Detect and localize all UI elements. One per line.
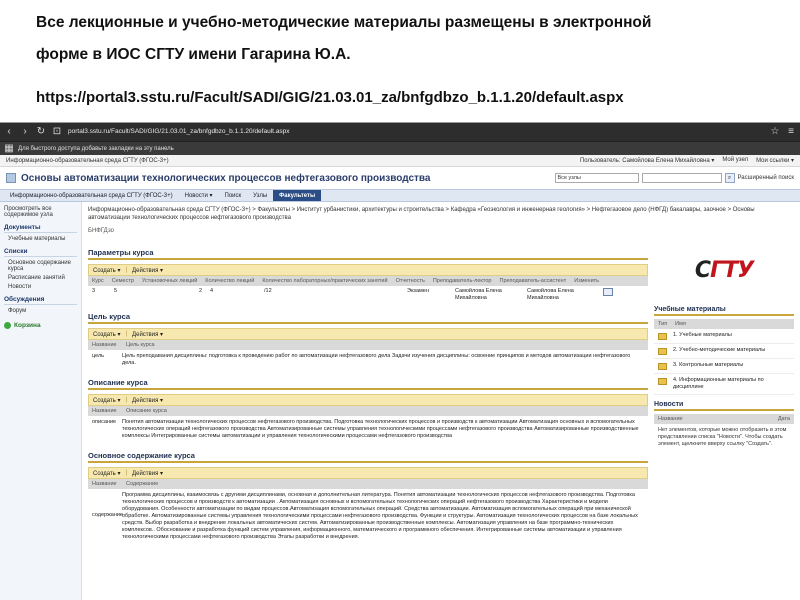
- ql-item-learning-materials[interactable]: Учебные материалы: [8, 236, 66, 242]
- folder-icon: [658, 333, 667, 340]
- goal-toolbar: Создать ▾ | Действия ▾: [88, 328, 648, 340]
- search-scope-select[interactable]: Все узлы: [555, 173, 639, 183]
- list-item[interactable]: [654, 329, 794, 344]
- my-site-link[interactable]: Мой узел: [722, 157, 749, 163]
- list-item[interactable]: [654, 374, 794, 395]
- address-bar: [0, 123, 800, 141]
- site-icon: [6, 173, 16, 183]
- forward-icon[interactable]: ›: [23, 126, 27, 137]
- ql-lists-heading[interactable]: Списки: [4, 248, 77, 257]
- tab-sites[interactable]: Узлы: [253, 193, 268, 199]
- news-title[interactable]: Новости: [654, 401, 794, 411]
- ql-item-schedule[interactable]: Расписание занятий: [8, 275, 65, 281]
- content-main-toolbar: Создать ▾ | Действия ▾: [88, 467, 648, 479]
- page-body: [0, 202, 800, 600]
- col-intro-lectures[interactable]: Установочных лекций: [141, 278, 198, 284]
- goal-label[interactable]: цель: [92, 353, 105, 359]
- learning-materials-header: [654, 319, 794, 329]
- list-item[interactable]: [654, 344, 794, 359]
- star-icon[interactable]: ☆: [770, 126, 780, 137]
- advanced-search-link[interactable]: Расширенный поиск: [737, 175, 794, 181]
- cell-intro-lectures: 2: [198, 288, 202, 294]
- col-labs[interactable]: Количество лабораторных/практических занятий: [262, 278, 388, 284]
- url-field[interactable]: portal3.sstu.ru/Facult/SADI/GIG/21.03.01_za/bnfgdbzo_b.1.1.20/default.aspx: [68, 128, 290, 135]
- slide-headline-line2: форме в ИОС СГТУ имени Гагарина Ю.А.: [36, 46, 351, 63]
- col-title[interactable]: Название: [658, 416, 683, 422]
- goal-text: Цель преподавания дисциплины: подготовка к проведению работ по автоматизации нефтегазового дела Задачи изучения дисциплины: освоение принципов и методов автоматизации нефтегазового дела.: [122, 353, 631, 366]
- ql-item-news[interactable]: Новости: [8, 284, 32, 290]
- quick-launch: [0, 202, 82, 600]
- params-create-button[interactable]: Создать ▾: [93, 267, 121, 274]
- folder-name[interactable]: 2. Учебно-методические материалы: [673, 347, 766, 353]
- lock-icon: ⊡: [52, 126, 62, 137]
- cell-lecturer: Самойлова Елена Михайловна: [455, 288, 502, 301]
- table-row: [88, 350, 648, 370]
- search-icon[interactable]: ⌕: [725, 173, 735, 183]
- breadcrumb[interactable]: Информационно-образовательная среда СГТУ (ФГОС-3+) > Факультеты > Институт урбанистики, архитектуры и строительства > Кафедра «Геоэкология и инженерная геология» > Нефтегазовое дело (НФГД) бакалавры, заочное > Основы автоматизации технологических процессов нефтегазового производства: [88, 207, 755, 221]
- cell-semester: 5: [114, 288, 118, 294]
- my-links-menu[interactable]: Мои ссылки ▾: [756, 158, 794, 164]
- tab-news[interactable]: Новости ▾: [184, 193, 213, 199]
- table-row: [88, 286, 648, 304]
- table-row: [88, 489, 648, 544]
- col-date[interactable]: Дата: [777, 416, 790, 422]
- col-lectures[interactable]: Количество лекций: [205, 278, 255, 284]
- ql-documents-heading[interactable]: Документы: [4, 224, 77, 233]
- description-title[interactable]: Описание курса: [88, 376, 648, 390]
- tab-home[interactable]: Информационно-образовательная среда СГТУ (ФГОС-3+): [10, 193, 173, 199]
- content-main-header-row: [88, 479, 648, 489]
- description-label[interactable]: описание: [92, 419, 117, 425]
- folder-name[interactable]: 1. Учебные материалы: [673, 332, 732, 338]
- col-name[interactable]: Название: [92, 342, 117, 348]
- goal-create-button[interactable]: Создать ▾: [93, 331, 121, 338]
- user-menu[interactable]: Пользователь: Самойлова Елена Михайловна ▾: [579, 158, 715, 164]
- content-actions-button[interactable]: Действия ▾: [132, 470, 164, 477]
- menu-icon[interactable]: ≡: [788, 126, 794, 137]
- params-header-row: [88, 276, 648, 286]
- university-logo: [654, 240, 794, 300]
- params-title[interactable]: Параметры курса: [88, 246, 648, 260]
- params-actions-button[interactable]: Действия ▾: [132, 267, 164, 274]
- col-content[interactable]: Содержание: [126, 481, 159, 487]
- description-text: Понятия автоматизации технологических процессов нефтегазового производства. Подготовка технологических процессов и производств к автоматизации Автоматизация основных и вспомогательных технологических операций нефтегазового производства Автоматизированные системы управления технологическими процессами нефтегазового производства Автоматизированные производственные комплексы Интегрированные системы автоматизации и управления технологическими процессами нефтегазового производства: [122, 419, 639, 439]
- tab-faculties[interactable]: Факультеты: [273, 190, 321, 201]
- edit-icon[interactable]: [603, 288, 613, 296]
- col-type[interactable]: Тип: [658, 321, 668, 327]
- news-empty-text: Нет элементов, которые можно отобразить в этом представлении списка "Новости". Чтобы создать элемент, щелкните вверху ссылку "Создать".: [658, 427, 787, 447]
- ql-item-course-content[interactable]: Основное содержание курса: [8, 260, 71, 272]
- browser-screenshot: [0, 122, 800, 600]
- col-name[interactable]: Имя: [675, 321, 686, 327]
- col-report[interactable]: Отчетность: [395, 278, 425, 284]
- col-assistant[interactable]: Преподаватель-ассистент: [499, 278, 567, 284]
- recycle-bin-link[interactable]: [4, 322, 77, 329]
- main-content: [82, 202, 800, 600]
- left-column: [88, 240, 648, 544]
- goal-title[interactable]: Цель курса: [88, 310, 648, 324]
- content-create-button[interactable]: Создать ▾: [93, 470, 121, 477]
- ql-item-forum[interactable]: Форум: [8, 308, 27, 314]
- folder-icon: [658, 363, 667, 370]
- folder-icon: [658, 378, 667, 385]
- goal-actions-button[interactable]: Действия ▾: [132, 331, 164, 338]
- slide-headline-line1: Все лекционные и учебно-методические материалы размещены в электронной: [36, 14, 652, 31]
- list-item[interactable]: [654, 359, 794, 374]
- col-semester[interactable]: Семестр: [111, 278, 134, 284]
- apps-icon[interactable]: ▦: [4, 142, 14, 154]
- top-nav-tabs: [0, 189, 800, 202]
- description-header-row: [88, 406, 648, 416]
- slide-url[interactable]: https://portal3.sstu.ru/Facult/SADI/GIG/21.03.01_za/bnfgdbzo_b.1.1.20/default.aspx: [36, 89, 624, 106]
- goal-header-row: [88, 340, 648, 350]
- recycle-icon: [4, 322, 11, 329]
- description-actions-button[interactable]: Действия ▾: [132, 397, 164, 404]
- col-description[interactable]: Описание курса: [126, 408, 167, 414]
- description-toolbar: Создать ▾ | Действия ▾: [88, 394, 648, 406]
- bookmarks-hint: Для быстрого доступа добавьте закладки на эту панель: [18, 145, 174, 152]
- col-name[interactable]: Название: [92, 481, 117, 487]
- tab-search[interactable]: Поиск: [224, 193, 242, 199]
- folder-name[interactable]: 3. Контрольные материалы: [673, 362, 744, 368]
- folder-icon: [658, 348, 667, 355]
- page-name: БНФГДзо: [88, 228, 114, 234]
- site-title-row: [0, 167, 800, 189]
- cell-lectures: 4: [210, 288, 214, 294]
- learning-materials-title[interactable]: Учебные материалы: [654, 306, 794, 316]
- bookmarks-bar: [0, 141, 800, 155]
- description-create-button[interactable]: Создать ▾: [93, 397, 121, 404]
- col-edit[interactable]: Изменить: [574, 278, 600, 284]
- params-toolbar: Создать ▾ | Действия ▾: [88, 264, 648, 276]
- col-name[interactable]: Название: [92, 408, 117, 414]
- table-row: [88, 416, 648, 443]
- content-main-title[interactable]: Основное содержание курса: [88, 449, 648, 463]
- cell-labs: /12: [264, 288, 272, 294]
- col-lecturer[interactable]: Преподаватель-лектор: [432, 278, 492, 284]
- folder-name[interactable]: 4. Информационные материалы по дисциплине: [673, 377, 764, 390]
- recycle-label: Корзина: [14, 322, 41, 329]
- cell-course: 3: [92, 288, 96, 294]
- right-column: [654, 240, 794, 544]
- ql-discussions-heading[interactable]: Обсуждения: [4, 296, 77, 305]
- search-input[interactable]: [642, 173, 722, 183]
- view-all-content-link[interactable]: Просмотреть все содержимое узла: [4, 206, 53, 218]
- cell-report: Экзамен: [407, 288, 429, 294]
- slide-header: [0, 0, 800, 120]
- col-goal[interactable]: Цель курса: [126, 342, 155, 348]
- back-icon[interactable]: ‹: [7, 126, 11, 137]
- reload-icon[interactable]: ↻: [36, 126, 46, 137]
- news-header: [654, 414, 794, 424]
- content-label[interactable]: содержание: [92, 512, 123, 518]
- sharepoint-topbar: [0, 155, 800, 167]
- col-course[interactable]: Курс: [92, 278, 104, 284]
- content-text: Программа дисциплины, взаимосвязь с другими дисциплинами, основная и дополнительная литература. Понятия автоматизации технологических процессов нефтегазового производства. Подготовка технологических процессов и производств к автоматизации . Автоматизация основных и вспомогательных технологических операций нефтегазового производства Характеристики и модели оборудования. Особенности автоматизации по видам процессов.Автоматизация вспомогательных операций. Средства автоматизации. Автоматизация вспомогательных операций при механической обработке. Автоматизированные системы управления технологическими процессами нефтегазового производства. Функции и структуры. Автоматизация технологических процессов на базе локальных средств. Выбор разработка и внедрение локальных автоматических систем. Автоматизированные производственные комплексы. Автоматизация управления на базе программно-технических комплексов.. Обоснование и разработка функций систем управления, информационного, математического и программного обеспечения. Интегрированные системы автоматизации и управления технологическими процессами нефтегазового производства Этапы разработки и внедрения.: [122, 492, 638, 540]
- search-box: [555, 173, 795, 183]
- site-link[interactable]: Информационно-образовательная среда СГТУ (ФГОС-3+): [6, 157, 169, 164]
- sgtu-logo-icon: СГТУ: [694, 257, 754, 283]
- site-title: Основы автоматизации технологических процессов нефтегазового производства: [21, 172, 431, 184]
- cell-assistant: Самойлова Елена Михайловна: [527, 288, 574, 301]
